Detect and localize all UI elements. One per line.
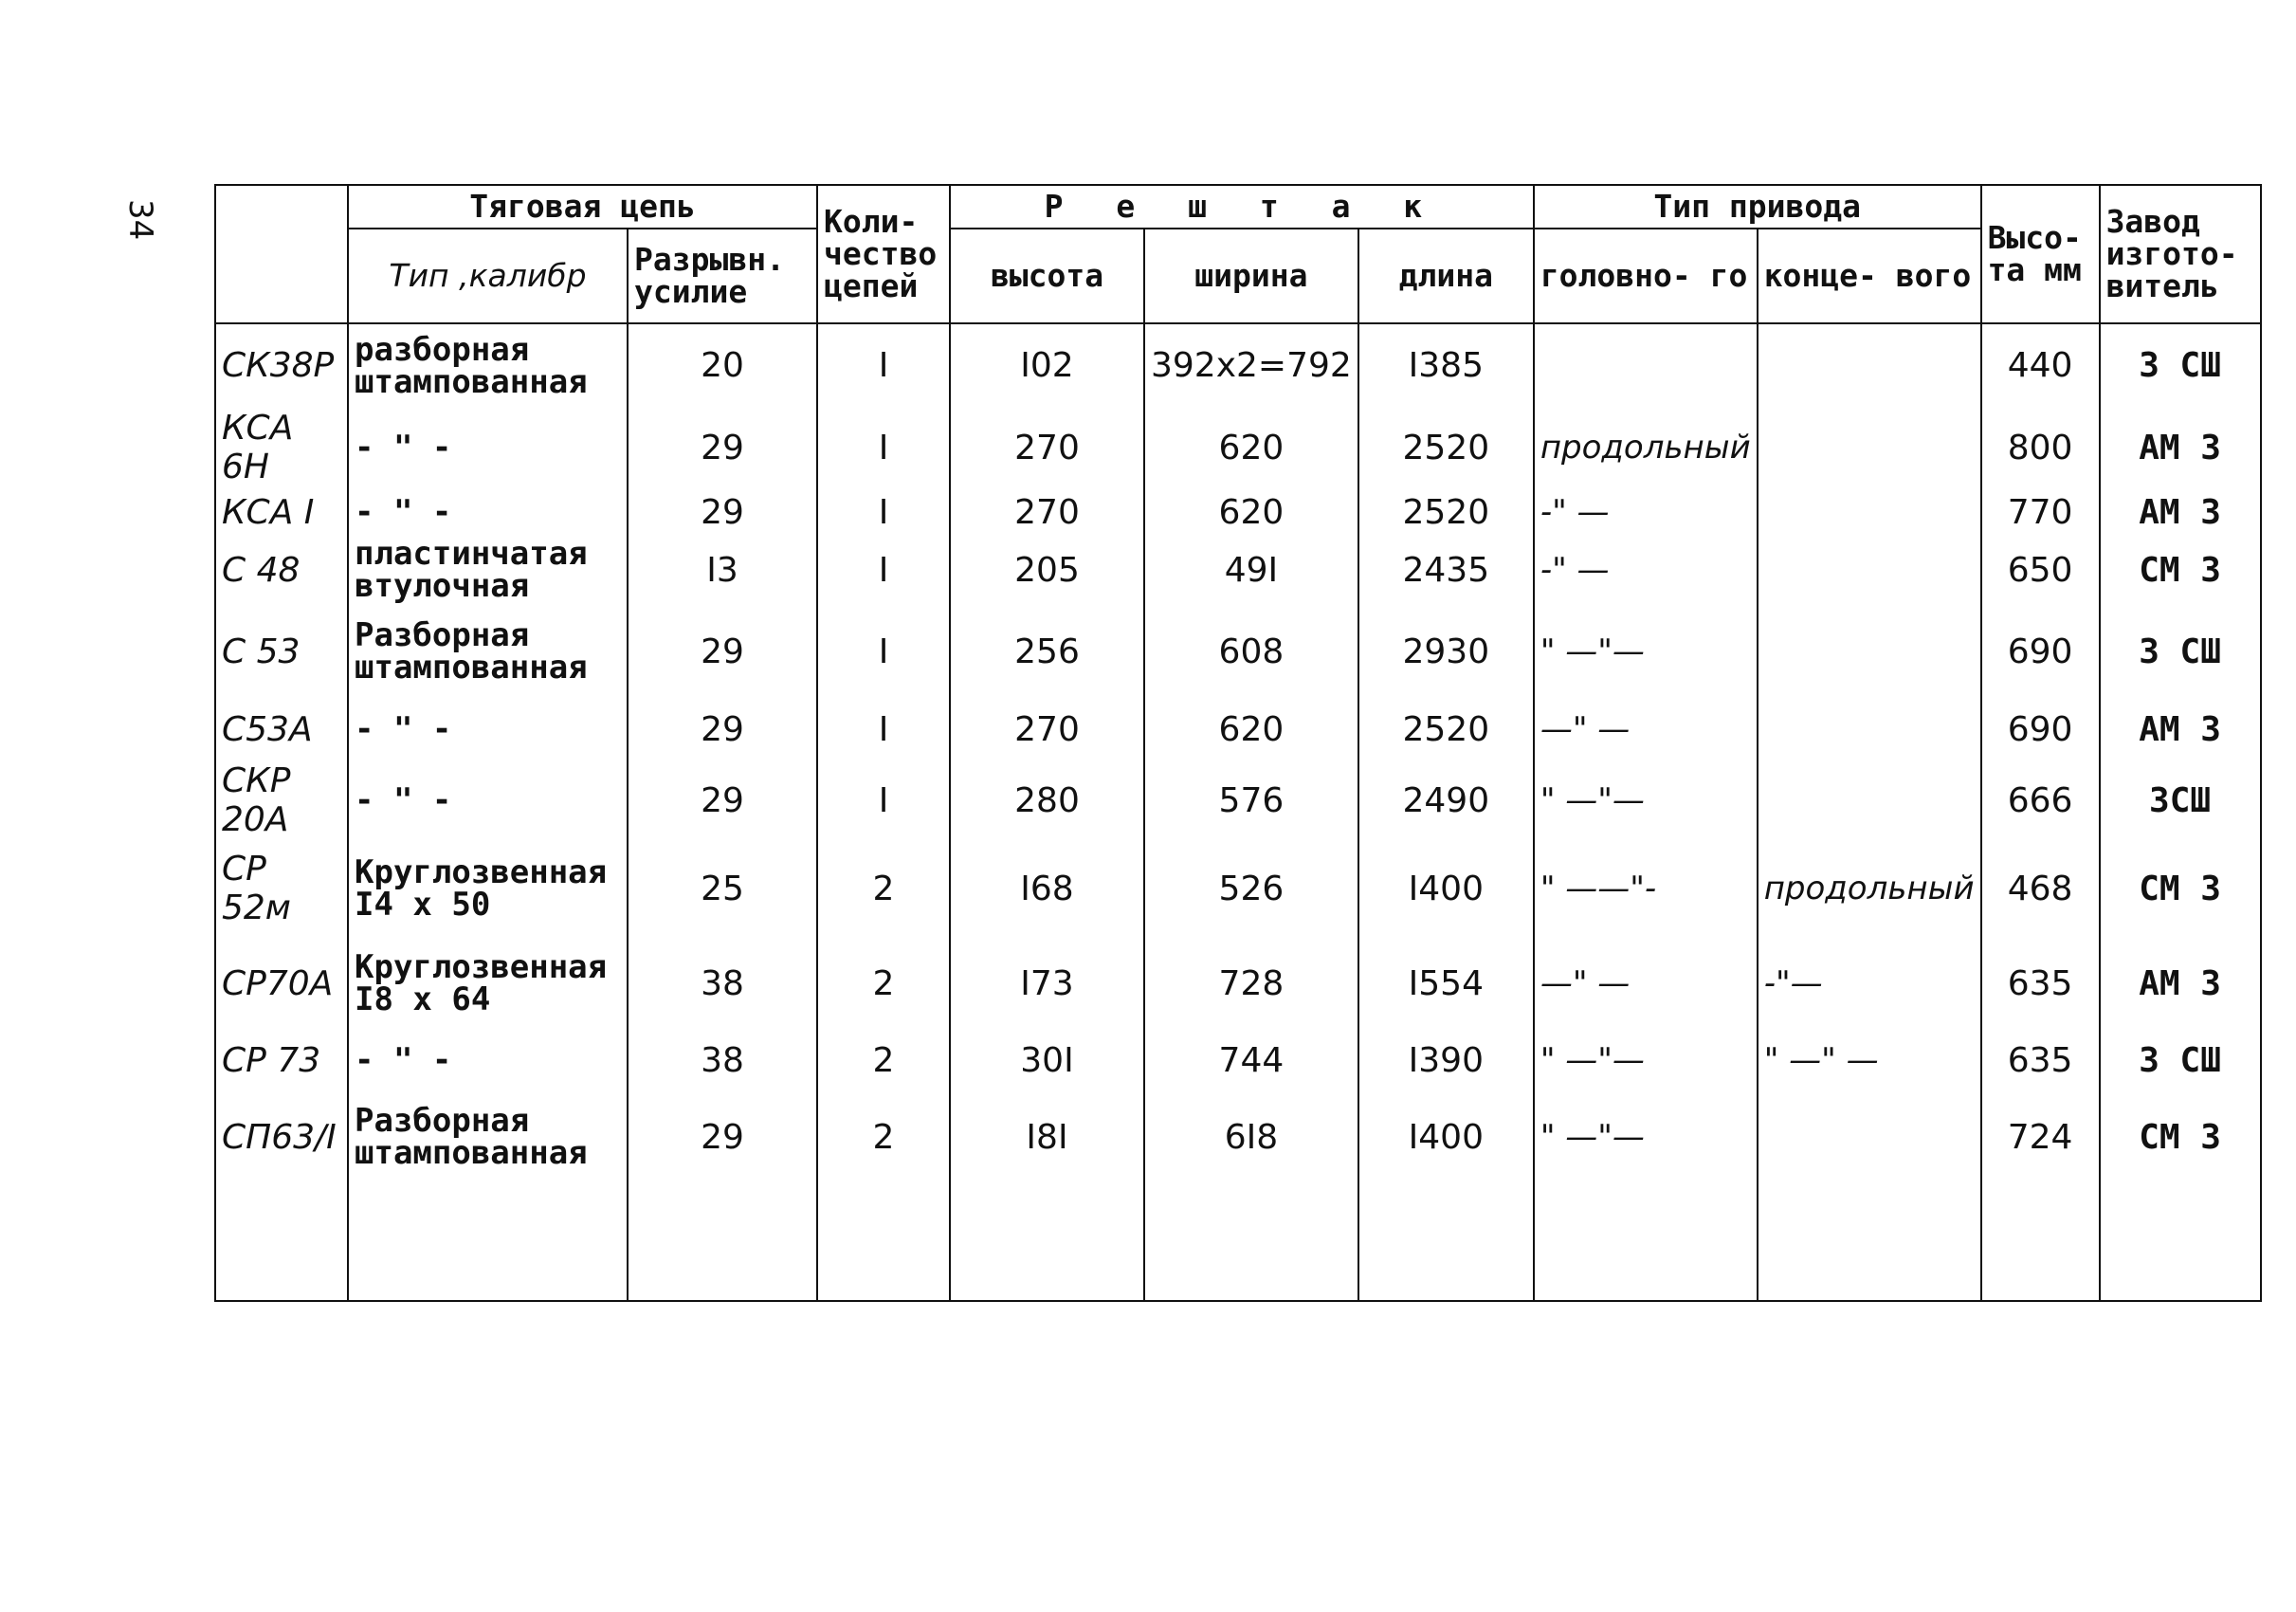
row-plant: ЗСШ (2100, 760, 2261, 841)
row-chain-type: - " - (348, 407, 628, 488)
row-grate-height: 270 (950, 699, 1144, 760)
row-chain-type: - " - (348, 760, 628, 841)
blank-cell (1981, 1184, 2100, 1301)
row-grate-length: I400 (1358, 1090, 1534, 1184)
row-chain-count: 2 (817, 1090, 950, 1184)
row-height-mm: 690 (1981, 699, 2100, 760)
row-grate-length: I390 (1358, 1031, 1534, 1090)
row-grate-length: 2490 (1358, 760, 1534, 841)
row-drive-head (1534, 323, 1758, 407)
row-plant: СМ З (2100, 536, 2261, 604)
row-grate-length: 2520 (1358, 488, 1534, 536)
row-plant: АМ З (2100, 936, 2261, 1031)
row-plant: АМ З (2100, 407, 2261, 488)
row-height-mm: 650 (1981, 536, 2100, 604)
row-drive-tail (1758, 604, 1981, 699)
blank-cell (1358, 1184, 1534, 1301)
table-row (215, 760, 2261, 841)
table-row (215, 1031, 2261, 1090)
header-chain-count: Коли- чество цепей (817, 185, 950, 323)
row-chain-type: разборная штампованная (348, 323, 628, 407)
row-chain-type: - " - (348, 488, 628, 536)
table-row (215, 407, 2261, 488)
row-grate-width: 392х2=792 (1144, 323, 1358, 407)
row-chain-count: 2 (817, 936, 950, 1031)
row-chain-count: 2 (817, 841, 950, 936)
row-chain-count: I (817, 323, 950, 407)
row-mark: СР70А (215, 936, 348, 1031)
row-chain-count: 2 (817, 1031, 950, 1090)
row-drive-head: -" — (1534, 488, 1758, 536)
header-grate: Р е ш т а к (950, 185, 1534, 229)
row-grate-width: 49I (1144, 536, 1358, 604)
row-breaking-force: I3 (628, 536, 817, 604)
equipment-table (214, 184, 2262, 1302)
row-grate-length: I400 (1358, 841, 1534, 936)
blank-cell (1534, 1184, 1758, 1301)
row-grate-width: 526 (1144, 841, 1358, 936)
header-drive-head: головно- го (1534, 229, 1758, 323)
row-breaking-force: 29 (628, 760, 817, 841)
row-breaking-force: 38 (628, 1031, 817, 1090)
header-traction-chain: Тяговая цепь (348, 185, 817, 229)
row-grate-height: 30I (950, 1031, 1144, 1090)
header-height-mm: Высо- та мм (1981, 185, 2100, 323)
table-header (215, 185, 2261, 323)
row-chain-count: I (817, 604, 950, 699)
table-row (215, 488, 2261, 536)
row-plant: АМ З (2100, 699, 2261, 760)
row-breaking-force: 20 (628, 323, 817, 407)
row-grate-length: 2435 (1358, 536, 1534, 604)
row-grate-width: 728 (1144, 936, 1358, 1031)
row-plant: СМ З (2100, 1090, 2261, 1184)
row-drive-tail: продольный (1758, 841, 1981, 936)
row-drive-tail (1758, 536, 1981, 604)
blank-cell (1144, 1184, 1358, 1301)
row-mark: СК38Р (215, 323, 348, 407)
header-drive-tail: конце- вого (1758, 229, 1981, 323)
row-grate-height: I73 (950, 936, 1144, 1031)
row-drive-tail: " —" — (1758, 1031, 1981, 1090)
row-height-mm: 800 (1981, 407, 2100, 488)
page-number: 34 (121, 199, 159, 241)
row-plant: З СШ (2100, 604, 2261, 699)
row-drive-tail (1758, 699, 1981, 760)
table-row (215, 699, 2261, 760)
row-height-mm: 468 (1981, 841, 2100, 936)
row-chain-count: I (817, 536, 950, 604)
row-grate-width: 576 (1144, 760, 1358, 841)
table-blank-row (215, 1184, 2261, 1301)
row-drive-tail (1758, 488, 1981, 536)
row-breaking-force: 38 (628, 936, 817, 1031)
row-height-mm: 724 (1981, 1090, 2100, 1184)
blank-cell (628, 1184, 817, 1301)
row-grate-width: 620 (1144, 407, 1358, 488)
row-chain-type: Круглозвенная I4 х 50 (348, 841, 628, 936)
row-plant: СМ З (2100, 841, 2261, 936)
blank-cell (950, 1184, 1144, 1301)
header-grate-width: ширина (1144, 229, 1358, 323)
row-mark: С53А (215, 699, 348, 760)
header-grate-height: высота (950, 229, 1144, 323)
header-mark-empty (215, 185, 348, 323)
row-breaking-force: 29 (628, 407, 817, 488)
row-grate-height: I8I (950, 1090, 1144, 1184)
row-grate-height: 270 (950, 407, 1144, 488)
row-drive-head: продольный (1534, 407, 1758, 488)
table-row (215, 536, 2261, 604)
row-drive-head: —" — (1534, 699, 1758, 760)
header-chain-type: Тип ,калибр (348, 229, 628, 323)
blank-cell (1758, 1184, 1981, 1301)
row-grate-length: 2520 (1358, 407, 1534, 488)
row-grate-width: 6I8 (1144, 1090, 1358, 1184)
row-plant: АМ З (2100, 488, 2261, 536)
header-breaking-force: Разрывн. усилие (628, 229, 817, 323)
row-mark: СР 73 (215, 1031, 348, 1090)
row-drive-tail (1758, 760, 1981, 841)
row-grate-length: 2930 (1358, 604, 1534, 699)
row-chain-type: Разборная штампованная (348, 604, 628, 699)
equipment-table-sheet (214, 184, 2262, 1302)
blank-cell (817, 1184, 950, 1301)
row-mark: СП63/I (215, 1090, 348, 1184)
row-mark: СР 52м (215, 841, 348, 936)
row-drive-tail (1758, 323, 1981, 407)
row-height-mm: 635 (1981, 936, 2100, 1031)
table-body (215, 323, 2261, 1301)
header-drive-type: Тип привода (1534, 185, 1981, 229)
table-row (215, 936, 2261, 1031)
table-row (215, 323, 2261, 407)
row-chain-type: Разборная штампованная (348, 1090, 628, 1184)
row-breaking-force: 29 (628, 604, 817, 699)
row-drive-head: " —"— (1534, 760, 1758, 841)
row-drive-tail (1758, 407, 1981, 488)
row-chain-count: I (817, 488, 950, 536)
row-grate-width: 608 (1144, 604, 1358, 699)
blank-cell (348, 1184, 628, 1301)
row-drive-head: —" — (1534, 936, 1758, 1031)
row-drive-tail: -"— (1758, 936, 1981, 1031)
row-chain-type: Круглозвенная I8 х 64 (348, 936, 628, 1031)
row-mark: КСА 6Н (215, 407, 348, 488)
row-plant: З СШ (2100, 323, 2261, 407)
row-grate-width: 620 (1144, 488, 1358, 536)
row-plant: З СШ (2100, 1031, 2261, 1090)
blank-cell (2100, 1184, 2261, 1301)
row-grate-height: 256 (950, 604, 1144, 699)
table-row (215, 1090, 2261, 1184)
row-grate-length: 2520 (1358, 699, 1534, 760)
row-breaking-force: 29 (628, 488, 817, 536)
row-grate-height: I02 (950, 323, 1144, 407)
row-height-mm: 690 (1981, 604, 2100, 699)
row-grate-width: 620 (1144, 699, 1358, 760)
blank-cell (215, 1184, 348, 1301)
row-height-mm: 770 (1981, 488, 2100, 536)
row-breaking-force: 25 (628, 841, 817, 936)
row-height-mm: 440 (1981, 323, 2100, 407)
row-mark: С 53 (215, 604, 348, 699)
row-drive-tail (1758, 1090, 1981, 1184)
row-chain-count: I (817, 760, 950, 841)
row-drive-head: " —"— (1534, 1090, 1758, 1184)
row-height-mm: 666 (1981, 760, 2100, 841)
row-chain-count: I (817, 407, 950, 488)
row-drive-head: " —"— (1534, 604, 1758, 699)
row-grate-height: 270 (950, 488, 1144, 536)
row-mark: СКР 20А (215, 760, 348, 841)
row-drive-head: " ——"- (1534, 841, 1758, 936)
row-grate-height: 280 (950, 760, 1144, 841)
row-drive-head: -" — (1534, 536, 1758, 604)
row-chain-count: I (817, 699, 950, 760)
table-row (215, 841, 2261, 936)
row-chain-type: - " - (348, 699, 628, 760)
row-grate-height: I68 (950, 841, 1144, 936)
row-grate-width: 744 (1144, 1031, 1358, 1090)
table-row (215, 604, 2261, 699)
header-grate-length: длина (1358, 229, 1534, 323)
row-breaking-force: 29 (628, 699, 817, 760)
row-chain-type: пластинчатая втулочная (348, 536, 628, 604)
row-height-mm: 635 (1981, 1031, 2100, 1090)
row-mark: КСА I (215, 488, 348, 536)
row-mark: С 48 (215, 536, 348, 604)
row-breaking-force: 29 (628, 1090, 817, 1184)
row-drive-head: " —"— (1534, 1031, 1758, 1090)
row-grate-length: I385 (1358, 323, 1534, 407)
row-chain-type: - " - (348, 1031, 628, 1090)
row-grate-height: 205 (950, 536, 1144, 604)
header-plant: Завод изгото- витель (2100, 185, 2261, 323)
row-grate-length: I554 (1358, 936, 1534, 1031)
